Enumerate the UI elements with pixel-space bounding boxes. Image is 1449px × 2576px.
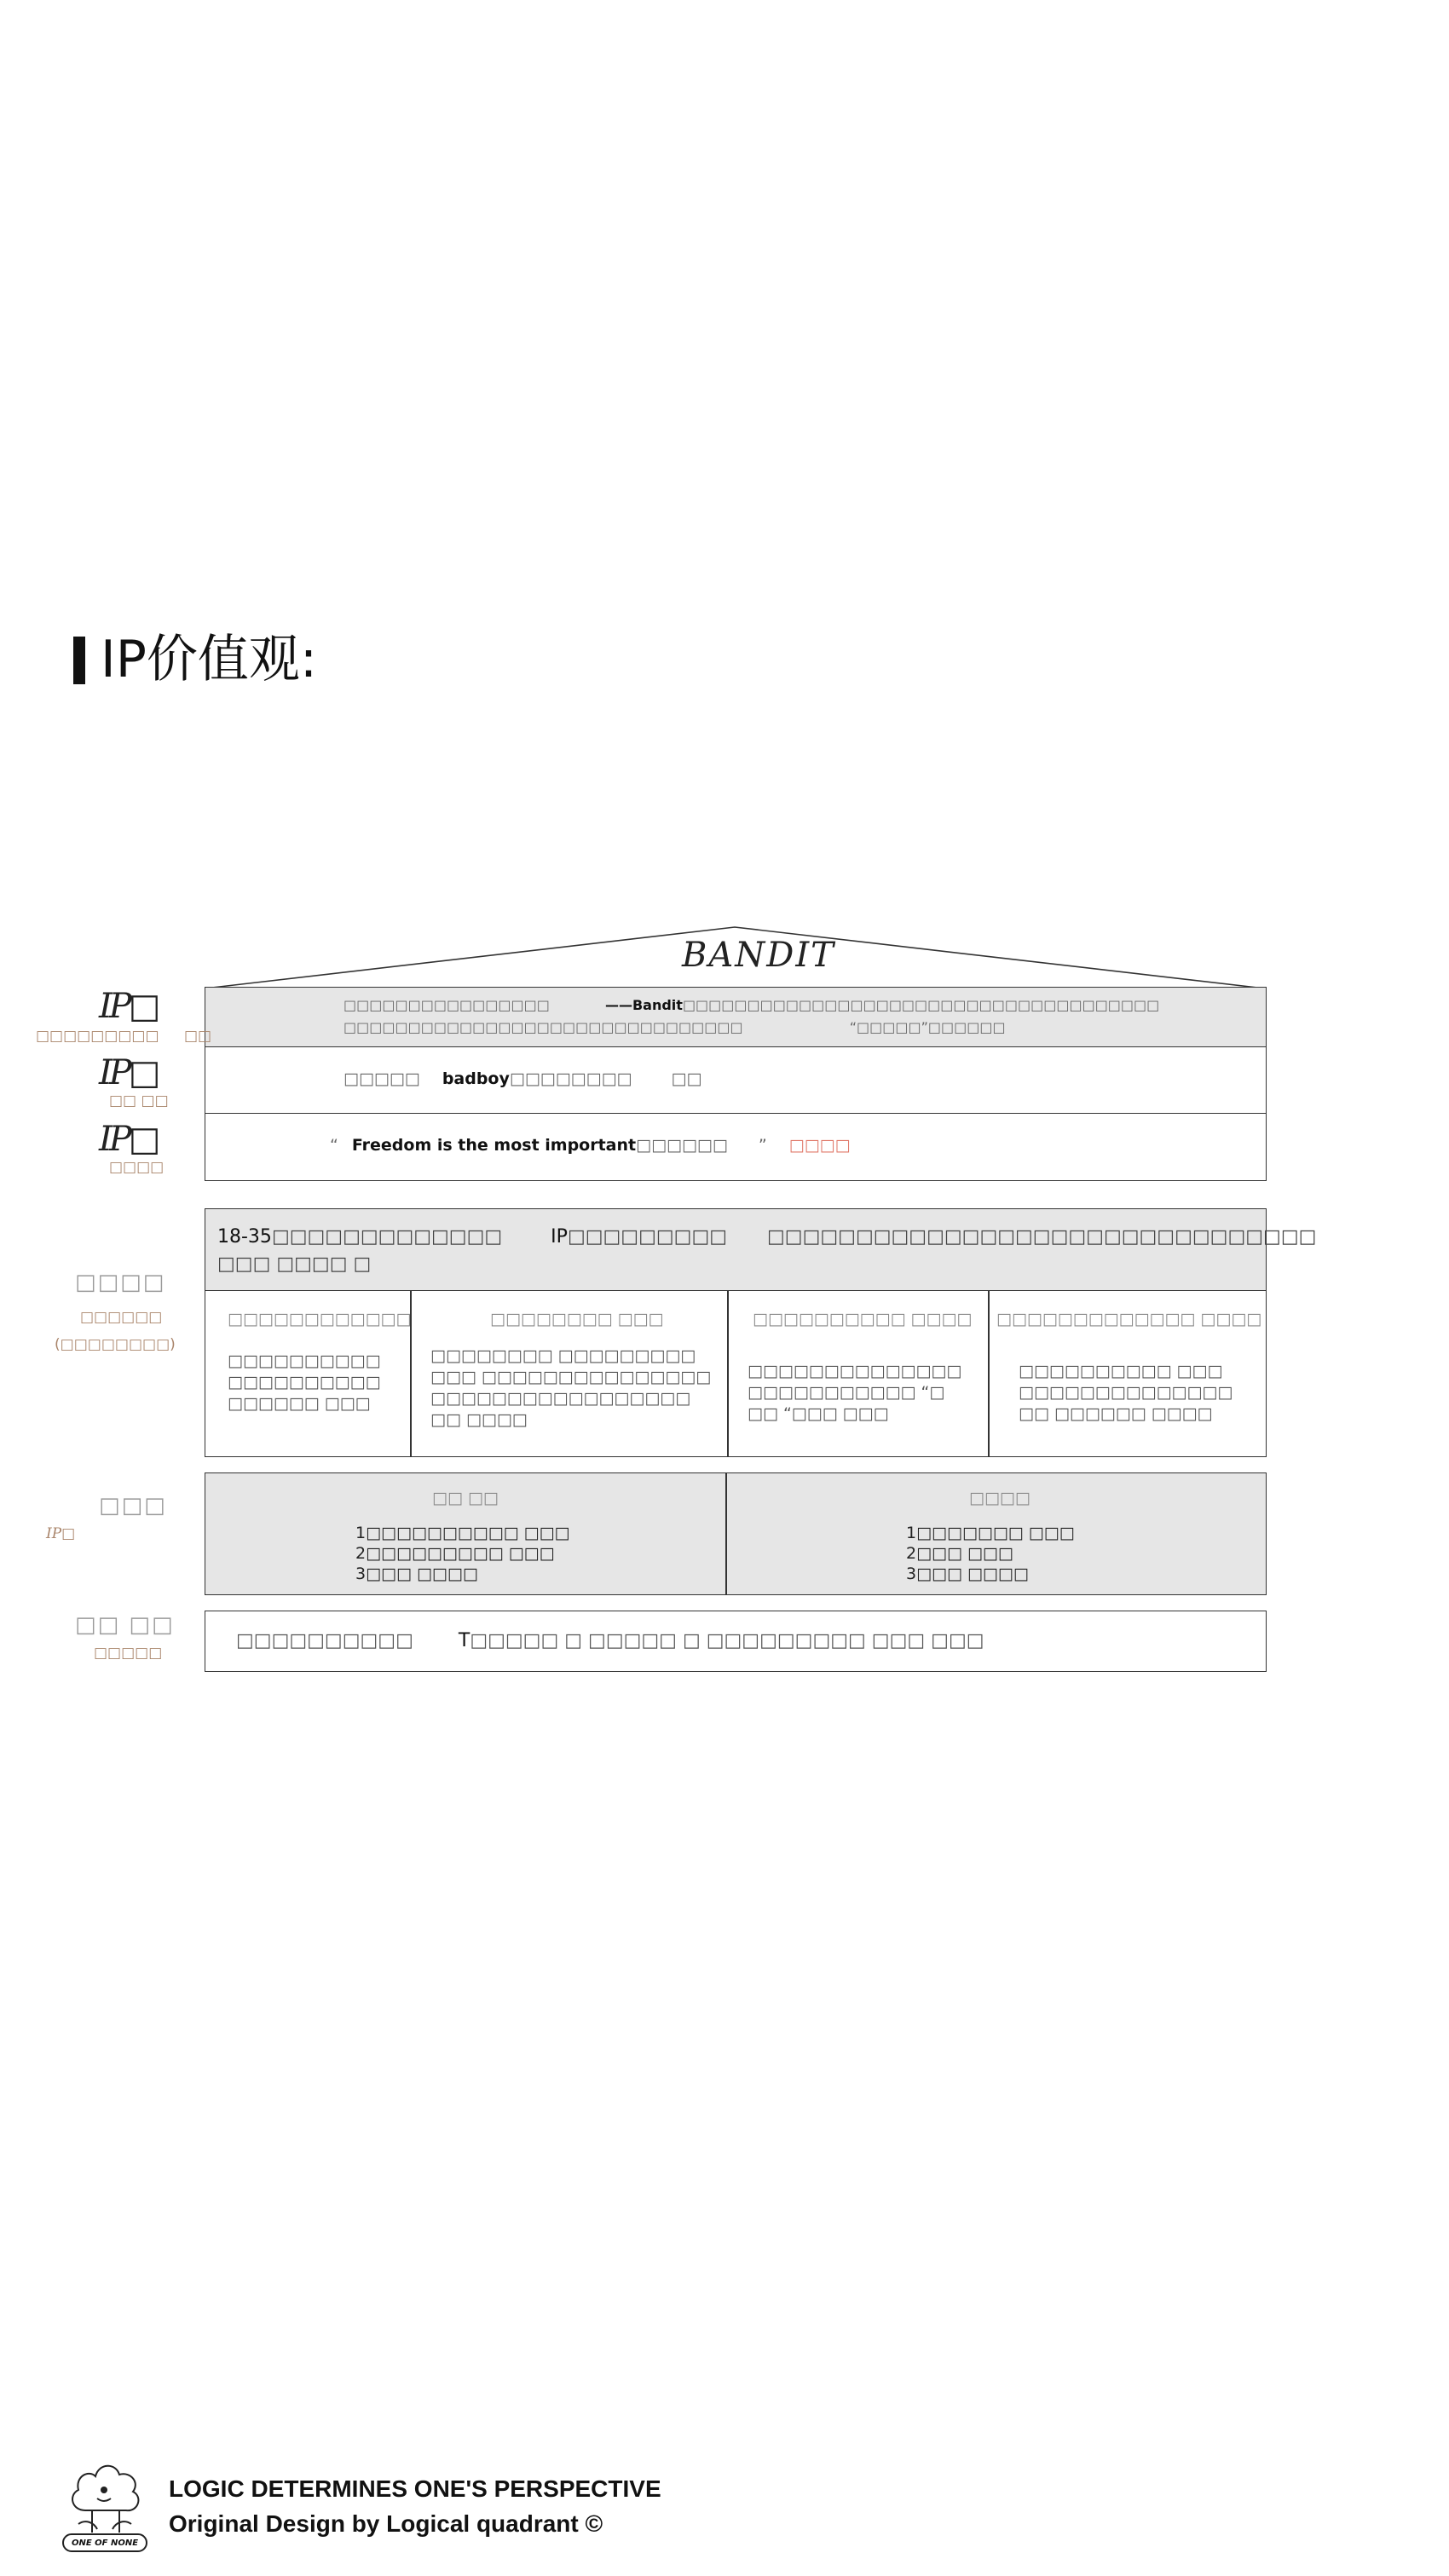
side-label-ip-2-sub: □□ □□ bbox=[109, 1092, 169, 1109]
cell-divider bbox=[727, 1291, 729, 1456]
cell-3-body: □□□□□□□□□□□□□□ □□□□□□□□□□□ “□ □□ “□□□ □□□ bbox=[748, 1362, 962, 1423]
row3-close-quote: ” bbox=[758, 1136, 767, 1155]
row2-d: □□ bbox=[671, 1069, 702, 1088]
bottom-a: □□□□□□□□□□ bbox=[236, 1630, 413, 1651]
audience-line-2: □□□ □□□□ □ bbox=[217, 1253, 372, 1275]
footer-tagline: LOGIC DETERMINES ONE'S PERSPECTIVE bbox=[169, 2475, 661, 2502]
mid-right-head: □□□□ bbox=[969, 1489, 1030, 1507]
mid-left-item-3: 3□□□ □□□□ bbox=[355, 1565, 478, 1583]
roof-brand-logo: BANDIT bbox=[682, 936, 835, 975]
side-label-end-sub: □□□□□ bbox=[94, 1645, 163, 1662]
bottom-box bbox=[205, 1611, 1267, 1672]
mid-divider bbox=[725, 1473, 727, 1594]
audience-d: □□□□□□□□□ bbox=[567, 1226, 728, 1248]
row1-line2-b: “□□□□□”□□□□□□ bbox=[849, 1019, 1006, 1035]
mid-right-item-1: 1□□□□□□□ □□□ bbox=[906, 1524, 1075, 1542]
row3-c: □□□□□□ bbox=[636, 1136, 728, 1155]
side-label-ip-2: IP□ bbox=[99, 1053, 158, 1092]
side-label-ip-3: IP□ bbox=[99, 1120, 158, 1159]
mid-left-head: □□ □□ bbox=[432, 1489, 499, 1507]
audience-b: □□□□□□□□□□□□□ bbox=[271, 1226, 503, 1248]
cell-3-head: □□□□□□□□□□ □□□□ bbox=[753, 1310, 973, 1328]
bottom-t: T bbox=[458, 1630, 470, 1651]
cell-divider bbox=[988, 1291, 990, 1456]
row1-line1-a: □□□□□□□□□□□□□□□□ bbox=[343, 997, 550, 1013]
side-label-ip-1-sub2: □□ bbox=[183, 1028, 212, 1045]
side-label-ip-1-sub: □□□□□□□□□ bbox=[36, 1028, 159, 1045]
cell-2-body: □□□□□□□□ □□□□□□□□□ □□□ □□□□□□□□□□□□□□□ □□□□□□□□□□□□□□□□□ □□ □□□□ bbox=[430, 1346, 712, 1429]
row1-bandit: ——Bandit bbox=[604, 997, 683, 1013]
mid-left-item-1: 1□□□□□□□□□□ □□□ bbox=[355, 1524, 570, 1542]
mid-left-item-2: 2□□□□□□□□□ □□□ bbox=[355, 1544, 555, 1563]
side-label-ip-1: IP□ bbox=[99, 987, 158, 1026]
cell-1-head: □□□□□□□□□□□□ bbox=[228, 1310, 412, 1328]
mid-right-item-2: 2□□□ □□□ bbox=[906, 1544, 1013, 1563]
audience-ip: IP bbox=[551, 1226, 568, 1248]
footer-credit: Original Design by Logical quadrant © bbox=[169, 2510, 603, 2537]
cell-4-body: □□□□□□□□□□ □□□ □□□□□□□□□□□□□□ □□ □□□□□□ □□□□ bbox=[1019, 1362, 1233, 1423]
side-label-ip-3-sub: □□□□ bbox=[109, 1159, 165, 1176]
cell-4-head: □□□□□□□□□□□□□ □□□□ bbox=[996, 1310, 1262, 1328]
audience-e: □□□□□□□□□□□□□□□□□□□□□□□□□□□□□□□ bbox=[767, 1226, 1317, 1248]
house-row-3 bbox=[205, 1113, 1267, 1181]
mid-box bbox=[205, 1472, 1267, 1595]
logo-text: ONE OF NONE bbox=[71, 2539, 139, 2548]
audience-age: 18-35 bbox=[217, 1226, 272, 1248]
side-label-end: □□ □□ bbox=[75, 1612, 175, 1638]
cell-1-body: □□□□□□□□□□ □□□□□□□□□□ □□□□□□ □□□ bbox=[228, 1351, 381, 1413]
row2-badboy: badboy bbox=[442, 1069, 510, 1088]
row2-a: □□□□□ bbox=[343, 1069, 420, 1088]
row3-open-quote: “ bbox=[330, 1136, 338, 1155]
row1-line1-c: □□□□□□□□□□□□□□□□□□□□□□□□□□□□□□□□□□□□□ bbox=[682, 997, 1160, 1013]
row3-red-text: □□□□ bbox=[788, 1136, 851, 1155]
side-label-mid-ip: IP□ bbox=[46, 1525, 76, 1542]
house-row-2 bbox=[205, 1046, 1267, 1115]
row1-line2-a: □□□□□□□□□□□□□□□□□□□□□□□□□□□□□□□ bbox=[343, 1019, 743, 1035]
row3-freedom: Freedom is the most important bbox=[351, 1136, 637, 1155]
audience-cells bbox=[205, 1290, 1267, 1457]
bottom-c: □□□□□ □ □□□□□ □ □□□□□□□□□ □□□ □□□ bbox=[470, 1630, 984, 1651]
row2-c: □□□□□□□□ bbox=[509, 1069, 632, 1088]
side-label-audience-sub: □□□□□□ bbox=[80, 1309, 163, 1326]
side-label-mid: □□□ bbox=[99, 1493, 167, 1519]
side-label-audience-sub2: (□□□□□□□□) bbox=[55, 1336, 176, 1353]
side-label-audience: □□□□ bbox=[75, 1270, 166, 1295]
mid-right-item-3: 3□□□ □□□□ bbox=[906, 1565, 1029, 1583]
house-row-1 bbox=[205, 987, 1267, 1048]
page-title: IP价值观: bbox=[101, 630, 318, 689]
title-accent-bar bbox=[73, 637, 85, 684]
cell-2-head: □□□□□□□□ □□□ bbox=[490, 1310, 664, 1328]
audience-header-box bbox=[205, 1208, 1317, 1292]
